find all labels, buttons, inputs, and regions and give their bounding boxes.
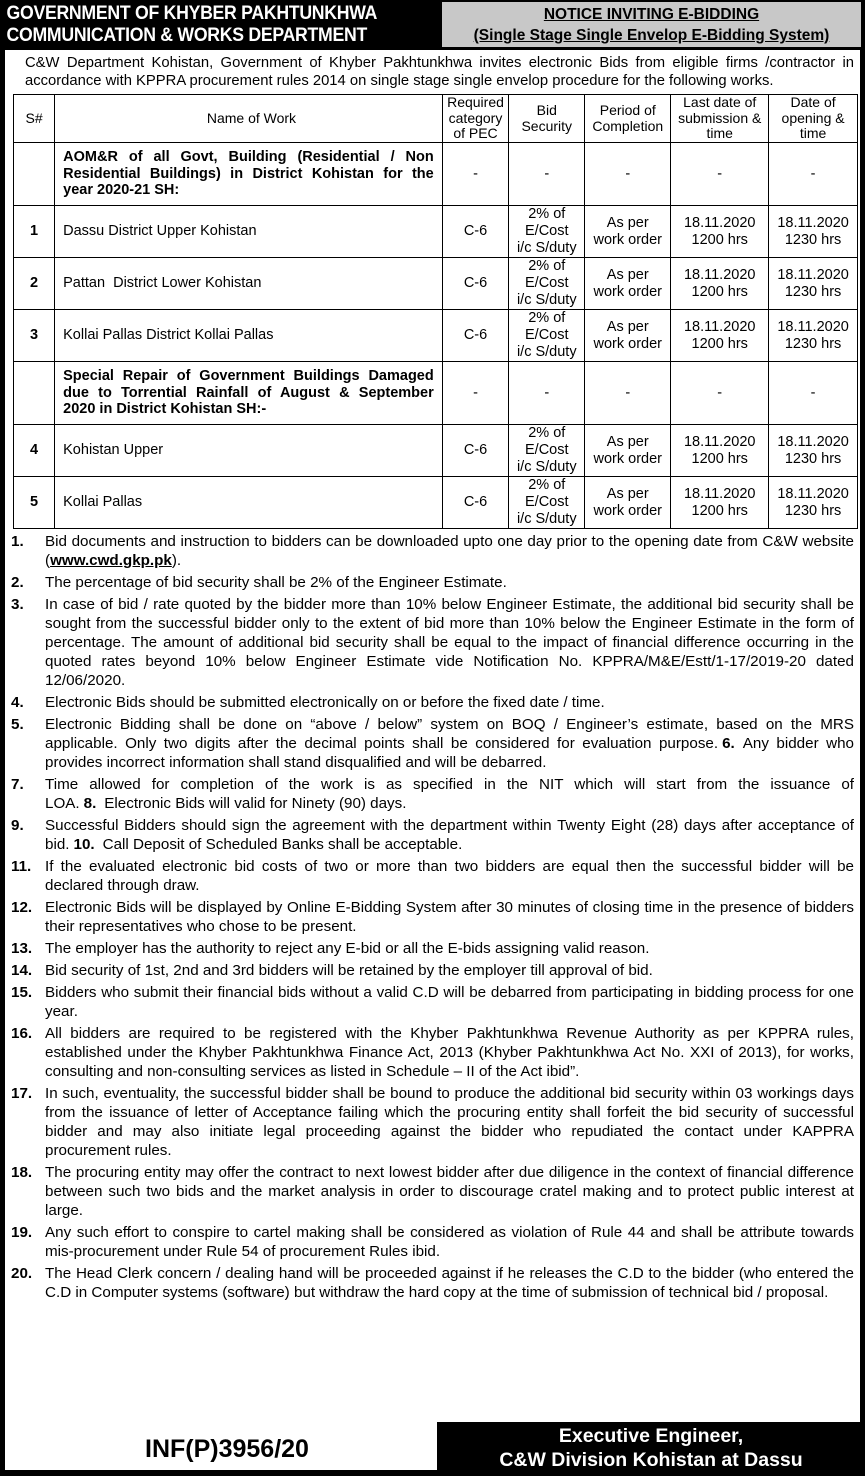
signatory-office: C&W Division Kohistan at Dassu: [499, 1449, 803, 1471]
list-item: 7. Time allowed for completion of the work is as specified in the NIT which will start from the issuance of LOA. 8. Electronic Bids will valid for Ninety (90) days.: [11, 776, 854, 812]
cell-opening: -: [769, 143, 858, 206]
cell-sn: 4: [14, 425, 55, 477]
cell-sn: [14, 362, 55, 425]
cell-period: As per work order: [585, 477, 671, 529]
table-section-row: [14, 143, 858, 206]
list-item: 15. Bidders who submit their financial bids without a valid C.D will be debarred from participating in bidding process for one year.: [11, 984, 854, 1020]
department-title: [0, 0, 409, 50]
cell-bid: 2% of E/Cost i/c S/duty: [509, 477, 585, 529]
cell-name: AOM&R of all Govt, Building (Residential / Non Residential Buildings) in District Kohistan for the year 2020-21 SH:: [55, 143, 443, 206]
cell-period: As per work order: [585, 310, 671, 362]
reference-number: INF(P)3956/20: [145, 1435, 309, 1463]
cell-pec: C-6: [442, 206, 509, 258]
cell-submission: -: [671, 143, 769, 206]
header-period: Period of Completion: [585, 95, 671, 143]
cell-submission: 18.11.2020 1200 hrs: [671, 258, 769, 310]
header-banner: [0, 0, 865, 50]
department-name: COMMUNICATION & WORKS DEPARTMENT: [6, 25, 368, 46]
list-item: 14. Bid security of 1st, 2nd and 3rd bidders will be retained by the employer till approval of bid.: [11, 962, 653, 979]
cell-opening: 18.11.2020 1230 hrs: [769, 310, 858, 362]
notice-heading: NOTICE INVITING E-BIDDING: [543, 6, 760, 23]
cell-period: -: [585, 143, 671, 206]
govt-title: GOVERNMENT OF KHYBER PAKHTUNKHWA: [6, 3, 378, 24]
header-name: Name of Work: [55, 95, 443, 143]
cell-bid: 2% of E/Cost i/c S/duty: [509, 310, 585, 362]
terms-list: [5, 529, 860, 1302]
cell-opening: 18.11.2020 1230 hrs: [769, 258, 858, 310]
list-item: 12. Electronic Bids will be displayed by Online E-Bidding System after 30 minutes of closing time in the presence of bidders their representatives who chose to be present.: [11, 899, 854, 935]
cell-submission: 18.11.2020 1200 hrs: [671, 477, 769, 529]
list-item: 3. In case of bid / rate quoted by the bidder more than 10% below Engineer Estimate, the additional bid security shall be sought from the successful bidder only to the extent of bid more than 10% below the Engineer Estimate in the form of percentage. The amount of additional bid security shall be equal to the impact of financial difference occurring in the quoted rates beyond 10% below Engineer Estimate vide Notification No. KPPRA/M&E/Estt/1-17/2019-20 dated 12/06/2020.: [11, 596, 854, 689]
cell-pec: -: [442, 362, 509, 425]
cell-sn: 1: [14, 206, 55, 258]
cell-pec: C-6: [442, 310, 509, 362]
cell-opening: 18.11.2020 1230 hrs: [769, 206, 858, 258]
list-item: 13. The employer has the authority to reject any E-bid or all the E-bids assigning valid reason.: [11, 940, 650, 957]
list-item: 9. Successful Bidders should sign the agreement with the department within Twenty Eight (28) days after acceptance of bid. 10. Call Deposit of Scheduled Banks shall be acceptable.: [11, 817, 854, 853]
list-item: 19. Any such effort to conspire to cartel making shall be considered as violation of Rule 44 and shall be attribute towards mis-procurement under Rule 54 of procurement Rules ibid.: [11, 1224, 854, 1260]
cell-sn: 5: [14, 477, 55, 529]
cell-pec: -: [442, 143, 509, 206]
list-item: 16. All bidders are required to be registered with the Khyber Pakhtunkhwa Revenue Authority as per KPPRA rules, established under the Khyber Pakhtunkhwa Finance Act, 2013 (Khyber Pakhtunkhwa Act No. XXI of 2013), for works, consulting and non-consulting services as listed in Schedule – II of the Act ibid”.: [11, 1025, 854, 1080]
header-submission: Last date of submission & time: [671, 95, 769, 143]
cell-period: As per work order: [585, 206, 671, 258]
list-item: 5. Electronic Bidding shall be done on “above / below” system on BOQ / Engineer’s estimate, based on the MRS applicable. Only two digits after the decimal points shall be considered for evaluation purpose. 6. Any bidder who provides incorrect information shall stand disqualified and will be debarred.: [11, 716, 854, 771]
cell-bid: 2% of E/Cost i/c S/duty: [509, 425, 585, 477]
cell-name: Special Repair of Government Buildings Damaged due to Torrential Rainfall of August & September 2020 in District Kohistan SH:-: [55, 362, 443, 425]
header-opening: Date of opening & time: [769, 95, 858, 143]
cell-name: Kohistan Upper: [55, 425, 443, 477]
list-item: 1. Bid documents and instruction to bidders can be downloaded upto one day prior to the opening date from C&W website (www.cwd.gkp.pk).: [11, 533, 854, 569]
list-item: 18. The procuring entity may offer the contract to next lowest bidder after due diligence in the context of financial difference between such two bids and the market analysis in order to discourage cratel making and to protect public interest at large.: [11, 1164, 854, 1219]
cell-name: Kollai Pallas District Kollai Pallas: [55, 310, 443, 362]
signature-block: [437, 1422, 865, 1476]
cell-submission: -: [671, 362, 769, 425]
table-row: [14, 258, 858, 310]
table-row: [14, 206, 858, 258]
works-table: [13, 94, 858, 529]
cell-opening: 18.11.2020 1230 hrs: [769, 425, 858, 477]
website-link[interactable]: www.cwd.gkp.pk: [50, 552, 172, 569]
intro-paragraph: C&W Department Kohistan, Government of Khyber Pakhtunkhwa invites electronic Bids from eligible firms /contractor in accordance with KPPRA procurement rules 2014 on single stage single envelop procedure for the following works.: [25, 55, 854, 89]
cell-opening: -: [769, 362, 858, 425]
cell-submission: 18.11.2020 1200 hrs: [671, 206, 769, 258]
notice-title: [442, 2, 861, 47]
cell-name: Kollai Pallas: [55, 477, 443, 529]
cell-bid: 2% of E/Cost i/c S/duty: [509, 258, 585, 310]
list-item: 20. The Head Clerk concern / dealing hand will be proceeded against if he releases the C.D to the bidder (who entered the C.D in Computer systems (software) but withdraw the hard copy at the time of submission of technical bid / proposal.: [11, 1265, 854, 1301]
table-section-row: [14, 362, 858, 425]
list-item: 17. In such, eventuality, the successful bidder shall be bound to produce the additional bid security within 03 workings days from the issuance of letter of Acceptance failing which the procuring entity shall forfeit the bid security of successful bidder and may also initiate legal proceeding against the bidder who repudiated the contact under KAPPRA procurement rules.: [11, 1085, 854, 1159]
list-item: 2. The percentage of bid security shall be 2% of the Engineer Estimate.: [11, 574, 507, 591]
cell-pec: C-6: [442, 477, 509, 529]
table-row: [14, 310, 858, 362]
list-item: 11. If the evaluated electronic bid costs of two or more than two bidders are equal then the successful bidder will be declared through draw.: [11, 858, 854, 894]
signatory-title: Executive Engineer,: [558, 1425, 744, 1447]
cell-submission: 18.11.2020 1200 hrs: [671, 310, 769, 362]
cell-period: As per work order: [585, 425, 671, 477]
cell-opening: 18.11.2020 1230 hrs: [769, 477, 858, 529]
cell-period: -: [585, 362, 671, 425]
cell-pec: C-6: [442, 258, 509, 310]
cell-submission: 18.11.2020 1200 hrs: [671, 425, 769, 477]
table-header-row: [14, 95, 858, 143]
cell-bid: -: [509, 362, 585, 425]
cell-pec: C-6: [442, 425, 509, 477]
header-pec: Required category of PEC: [442, 95, 509, 143]
cell-bid: -: [509, 143, 585, 206]
cell-bid: 2% of E/Cost i/c S/duty: [509, 206, 585, 258]
header-bid-security: Bid Security: [509, 95, 585, 143]
cell-name: Pattan District Lower Kohistan: [55, 258, 443, 310]
table-row: [14, 477, 858, 529]
cell-sn: 3: [14, 310, 55, 362]
notice-subheading: (Single Stage Single Envelop E-Bidding System): [473, 27, 830, 44]
list-item: 4. Electronic Bids should be submitted electronically on or before the fixed date / time.: [11, 694, 605, 711]
notice-page: [5, 0, 860, 1470]
cell-sn: [14, 143, 55, 206]
cell-sn: 2: [14, 258, 55, 310]
cell-name: Dassu District Upper Kohistan: [55, 206, 443, 258]
header-sn: S#: [14, 95, 55, 143]
table-row: [14, 425, 858, 477]
cell-period: As per work order: [585, 258, 671, 310]
